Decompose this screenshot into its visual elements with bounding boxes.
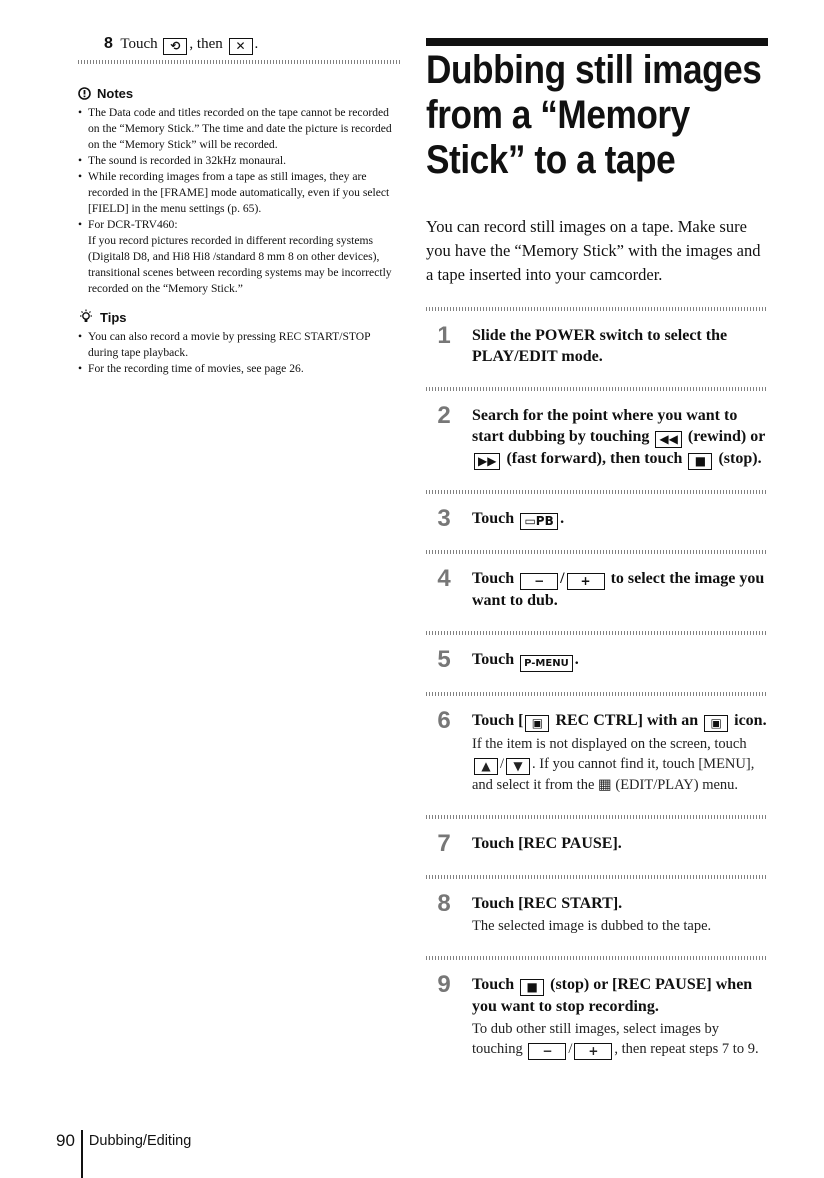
minus-icon: − (528, 1043, 566, 1060)
step-heading: Touch ■ (stop) or [REC PAUSE] when you want to stop recording. (472, 976, 753, 1015)
step-number: 4 (437, 565, 451, 592)
step-heading: Touch ▭PB . (472, 510, 565, 528)
divider (426, 956, 768, 960)
divider (426, 387, 768, 391)
list-item: • While recording images from a tape as still images, they are recorded in the [FRAME] mode automatically, even if you select [FIELD] in the menu settings (p. 65). (78, 169, 402, 217)
scroll-down-icon: ▼ (506, 758, 530, 775)
divider (426, 692, 768, 696)
rec-ctrl-icon: ▣ (525, 715, 549, 732)
step-7 (426, 830, 768, 857)
fast-forward-icon: ▶▶ (474, 453, 500, 470)
step-heading: Search for the point where you want to start dubbing by touching ◀◀ (rewind) or ▶▶ (fast forward), then touch ■ (stop). (472, 407, 766, 468)
stop-icon: ■ (520, 979, 544, 996)
plus-icon: + (574, 1043, 612, 1060)
step-description: To dub other still images, select images by touching − / + , then repeat steps 7 to 9. (472, 1021, 759, 1058)
divider (426, 815, 768, 819)
step-number: 3 (437, 505, 451, 532)
step-2 (426, 402, 768, 470)
notes-icon (78, 87, 91, 100)
step-1 (426, 322, 768, 367)
divider (426, 631, 768, 635)
step-heading: Touch P-MENU . (472, 649, 768, 672)
step-number: 7 (437, 830, 451, 857)
step-6 (426, 707, 768, 795)
close-icon: ✕ (229, 38, 253, 55)
return-icon: ⟲ (163, 38, 187, 55)
plus-icon: + (567, 573, 605, 590)
divider (426, 550, 768, 554)
minus-icon: − (520, 573, 558, 590)
intro-text: You can record still images on a tape. Make sure you have the “Memory Stick” with the images and a tape inserted into your camcorder. (426, 217, 761, 284)
list-item: • For the recording time of movies, see page 26. (78, 361, 402, 377)
list-item: • For DCR-TRV460: If you record pictures recorded in different recording systems (Digital8 D8, and Hi8 Hi8 /standard 8 mm 8 on other devices), transitional scenes between recording systems may be incorrectly recorded on the “Memory Stick.” (78, 217, 402, 297)
step-heading: Touch [REC START]. (472, 895, 623, 912)
step-8-continued: 8 Touch ⟲ , then ✕ . (104, 35, 259, 53)
divider (426, 875, 768, 879)
rewind-icon: ◀◀ (655, 431, 681, 448)
step-description: The selected image is dubbed to the tape. (472, 918, 712, 934)
step-4 (426, 565, 768, 611)
step-number: 5 (437, 646, 451, 673)
step-number: 8 (104, 35, 113, 52)
stop-icon: ■ (688, 453, 712, 470)
step-number: 8 (437, 890, 451, 917)
right-column (426, 38, 768, 1060)
page-number: 90 (56, 1131, 75, 1150)
step-heading: Touch [ ▣ REC CTRL] with an ▣ icon. (472, 712, 767, 730)
list-item: • The Data code and titles recorded on the tape cannot be recorded on the “Memory Stick.” The time and date the picture is recorded on the “Memory Stick” will be recorded. (78, 105, 402, 153)
step-3 (426, 505, 768, 532)
list-item: • The sound is recorded in 32kHz monaural. (78, 153, 402, 169)
step-5 (426, 646, 768, 673)
step-8 (426, 890, 768, 936)
tips-list (78, 329, 402, 377)
page-title: Dubbing still images from a “Memory Stick” to a tape (426, 48, 762, 182)
title-bar (426, 38, 768, 46)
p-menu-icon: P-MENU (520, 655, 573, 672)
step-heading: Slide the POWER switch to select the PLAY/EDIT mode. (472, 327, 728, 365)
list-item: • You can also record a movie by pressing REC START/STOP during tape playback. (78, 329, 402, 361)
step-number: 9 (437, 971, 451, 998)
page-footer (56, 1130, 191, 1178)
tips-heading: Tips (78, 309, 402, 325)
recording-systems-note: If you record pictures recorded in different recording systems (Digital8 D8, and Hi8 Hi8 /standard 8 mm 8 on other devices), transitional scenes between recording systems may be incorrectly recorded on the “Memory Stick.” (88, 234, 392, 295)
step-number: 2 (437, 402, 451, 429)
divider (426, 307, 768, 311)
notes-list (78, 105, 402, 297)
step-description: If the item is not displayed on the screen, touch ▲ / ▼ . If you cannot find it, touch [MENU], and select it from the ▦ (EDIT/PLAY) menu. (472, 736, 755, 793)
lightbulb-icon (78, 309, 94, 325)
step-number: 1 (437, 322, 451, 349)
step-9 (426, 971, 768, 1060)
step-heading: Touch − / + to select the image you want to dub. (472, 570, 765, 609)
section-name: Dubbing/Editing (88, 1133, 192, 1149)
scroll-up-icon: ▲ (474, 758, 498, 775)
edit-play-icon: ▦ (598, 777, 612, 793)
playback-icon: ▭PB (520, 513, 558, 530)
rec-ctrl-icon: ▣ (704, 715, 728, 732)
left-column (78, 30, 402, 377)
divider (426, 490, 768, 494)
step-heading: Touch [REC PAUSE]. (472, 835, 622, 852)
divider (78, 60, 402, 64)
notes-heading: Notes (78, 86, 402, 101)
step-number: 6 (437, 707, 451, 734)
